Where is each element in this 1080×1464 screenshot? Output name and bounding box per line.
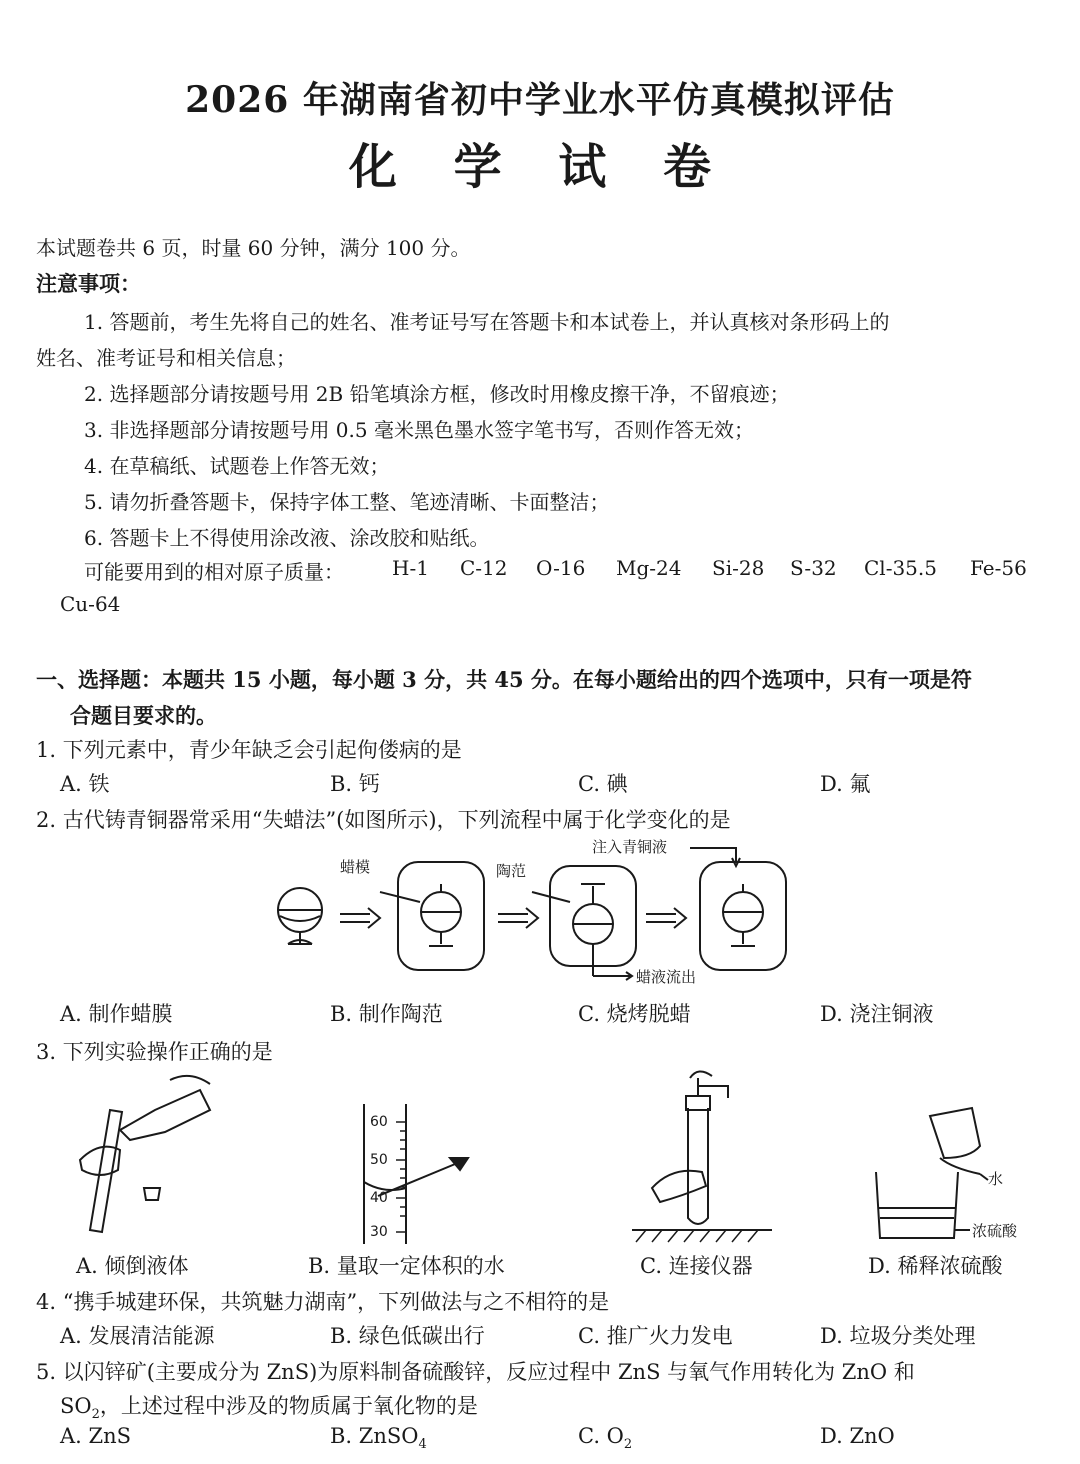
notice-5: 5. 请勿折叠答题卡，保持字体工整、笔迹清晰、卡面整洁； [84,490,610,514]
question-5-stem-rest: ，上述过程中涉及的物质属于氧化物的是 [99,1394,478,1418]
measuring-cylinder-figure [350,1104,490,1244]
atomic-mass-cu: Cu-64 [60,592,121,616]
question-5-stem-cont [60,1390,478,1422]
q5-option-c-text: C. O [578,1424,624,1448]
q3-option-c[interactable]: C. 连接仪器 [640,1254,753,1278]
tick-50: 50 [370,1152,388,1168]
process-arrow-1 [340,908,380,928]
q5-option-b-text: B. ZnSO [330,1424,419,1448]
q4-option-c[interactable]: C. 推广火力发电 [578,1324,733,1348]
q5-option-b[interactable] [330,1424,427,1452]
atomic-mass-s: S-32 [790,556,837,580]
atomic-mass-cl: Cl-35.5 [864,556,937,580]
tick-60: 60 [370,1114,388,1130]
mold-stage-2 [398,862,484,970]
tick-40: 40 [370,1190,388,1206]
notice-4: 4. 在草稿纸、试题卷上作答无效； [84,454,390,478]
atomic-mass-h: H-1 [392,556,429,580]
process-arrow-3 [646,908,686,928]
receiving-beaker-shape [876,1172,958,1238]
section1-heading: 一、选择题：本题共 15 小题，每小题 3 分，共 45 分。在每小题给出的四个选项中，只有一项是符 [36,667,972,692]
question-3-stem: 3. 下列实验操作正确的是 [36,1040,273,1064]
q5-option-d[interactable] [820,1424,895,1448]
label-wax-mold: 蜡模 [340,858,371,876]
notice-3: 3. 非选择题部分请按题号用 0.5 毫米黑色墨水签字笔书写，否则作答无效； [84,418,754,442]
diluting-acid-figure [870,1106,1030,1246]
notice-1: 1. 答题前，考生先将自己的姓名、准考证号写在答题卡和本试卷上，并认真核对条形码上的 [84,310,890,334]
question-5-stem: 5. 以闪锌矿(主要成分为 ZnS)为原料制备硫酸锌，反应过程中 ZnS 与氧气作用转化为 ZnO 和 [36,1360,915,1384]
test-tube-shape [688,1108,708,1224]
connecting-apparatus-figure [632,1068,782,1244]
q1-option-d[interactable]: D. 氟 [820,772,871,796]
atomic-mass-o: O-16 [536,556,586,580]
notice-2: 2. 选择题部分请按题号用 2B 铅笔填涂方框，修改时用橡皮擦干净，不留痕迹； [84,382,790,406]
pour-pointer [690,848,736,862]
notice-6: 6. 答题卡上不得使用涂改液、涂改胶和贴纸。 [84,526,490,550]
q5-option-c[interactable] [578,1424,632,1452]
q3-option-d[interactable]: D. 稀释浓硫酸 [868,1254,1003,1278]
atomic-mass-c: C-12 [460,556,508,580]
q1-option-a[interactable]: A. 铁 [60,772,110,796]
lower-hand-shape [652,1171,706,1202]
bottle-stopper-shape [144,1188,160,1200]
q4-option-d[interactable]: D. 垃圾分类处理 [820,1324,976,1348]
question-2-stem: 2. 古代铸青铜器常采用“失蜡法”(如图所示)，下列流程中属于化学变化的是 [36,808,731,832]
pouring-beaker-shape [930,1108,980,1158]
sight-line [378,1162,460,1196]
upper-hand-shape [690,1071,712,1078]
q5-option-d-text: D. ZnO [820,1424,895,1448]
label-pour-bronze: 注入青铜液 [592,838,668,856]
reagent-bottle-shape [120,1090,210,1140]
q4-option-a[interactable]: A. 发展清洁能源 [60,1324,215,1348]
q3-option-b[interactable]: B. 量取一定体积的水 [308,1254,505,1278]
q2-option-b[interactable]: B. 制作陶范 [330,1002,443,1026]
tick-30: 30 [370,1224,388,1240]
mold-stage-4 [700,862,786,970]
label-ceramic-mold: 陶范 [496,862,527,880]
q2-option-d[interactable]: D. 浇注铜液 [820,1002,934,1026]
label-wax-out: 蜡液流出 [636,968,697,986]
q2-option-a[interactable]: A. 制作蜡膜 [60,1002,173,1026]
exam-subtitle: 化 学 试 卷 [348,139,732,195]
atomic-mass-label: 可能要用到的相对原子质量： [84,560,344,584]
question-1-stem: 1. 下列元素中，青少年缺乏会引起佝偻病的是 [36,738,462,762]
question-4-stem: 4. “携手城建环保，共筑魅力湖南”，下列做法与之不相符的是 [36,1290,610,1314]
rubber-stopper [686,1096,710,1110]
label-conc-acid: 浓硫酸 [972,1222,1018,1240]
so2-subscript: 2 [91,1407,100,1423]
notice-1-cont: 姓名、准考证号和相关信息； [36,346,296,370]
atomic-mass-si: Si-28 [712,556,765,580]
mold-stage-3 [550,866,636,980]
label-water: 水 [988,1170,1004,1188]
notice-heading: 注意事项： [36,271,141,296]
water-stream [940,1158,980,1174]
so2-formula: SO [60,1394,92,1418]
q5-option-c-sub: 2 [623,1437,633,1453]
process-arrow-2 [498,908,538,928]
exam-title: 2026 年湖南省初中学业水平仿真模拟评估 [185,79,895,121]
q5-option-a-text: A. ZnS [60,1424,132,1448]
exam-intro: 本试题卷共 6 页，时量 60 分钟，满分 100 分。 [36,236,471,260]
q1-option-c[interactable]: C. 碘 [578,772,628,796]
lost-wax-figure [270,832,790,994]
q5-option-b-sub: 4 [418,1437,427,1453]
q5-option-a[interactable] [60,1424,131,1448]
q3-option-a[interactable]: A. 倾倒液体 [76,1254,189,1278]
wax-model-shape [278,888,322,944]
q2-option-c[interactable]: C. 烧烤脱蜡 [578,1002,691,1026]
q4-option-b[interactable]: B. 绿色低碳出行 [330,1324,485,1348]
atomic-mass-mg: Mg-24 [616,556,682,580]
wax-mold-pointer [380,892,420,902]
section1-heading-cont: 合题目要求的。 [70,703,217,728]
q1-option-b[interactable]: B. 钙 [330,772,380,796]
pouring-liquid-figure [60,1070,230,1245]
atomic-mass-fe: Fe-56 [970,556,1027,580]
